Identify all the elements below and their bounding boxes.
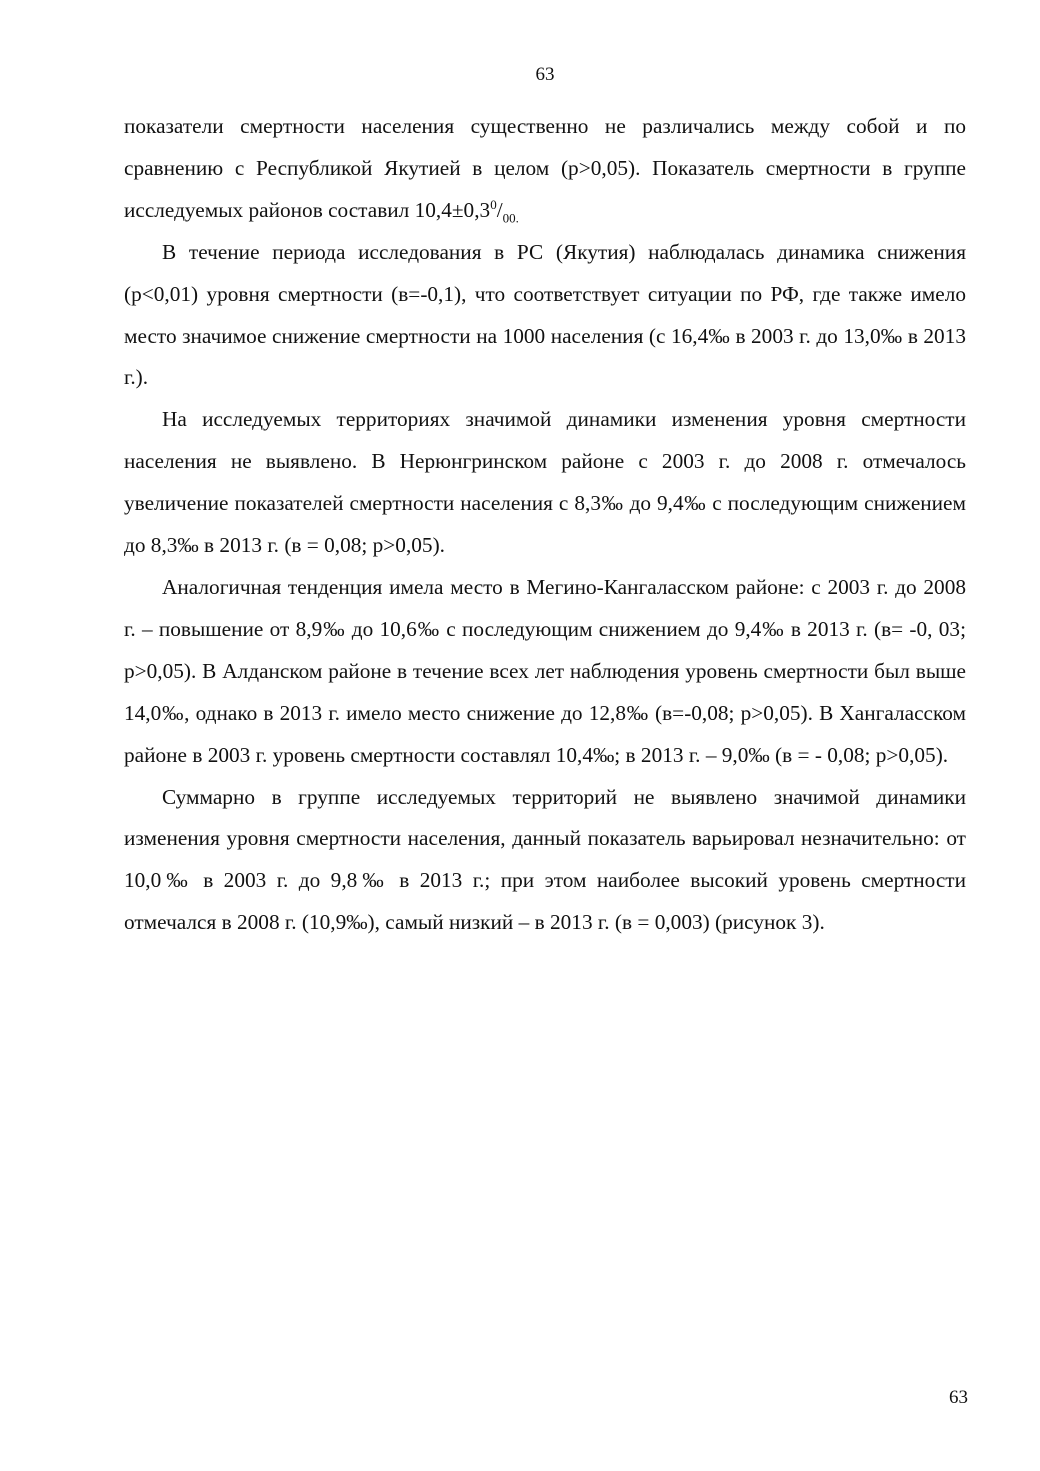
paragraph-1-text: показатели смертности населения существенно не различались между собой и по сравнению с Республикой Якутией в целом (р>0,05). Показатель смертности в группе исследуемых районов составил 10,4±0,3 (124, 114, 966, 222)
paragraph-5: Суммарно в группе исследуемых территорий не выявлено значимой динамики изменения уровня смертности населения, данный показатель варьировал незначительно: от 10,0‰ в 2003 г. до 9,8‰ в 2013 г.; при этом наиболее высокий уровень смертности отмечался в 2008 г. (10,9‰), самый низкий – в 2013 г. (в = 0,003) (рисунок 3). (124, 784, 966, 935)
subscript-per-mille: 00. (502, 210, 519, 226)
slash-symbol: / (496, 197, 503, 222)
paragraph-3: На исследуемых территориях значимой динамики изменения уровня смертности населения не выявлено. В Нерюнгринском районе с 2003 г. до 2008 г. отмечалось увеличение показателей смертности населения с 8,3‰ до 9,4‰ с последующим снижением до 8,3‰ в 2013 г. (в = 0,08; р>0,05). (124, 407, 966, 558)
paragraph-4: Аналогичная тенденция имела место в Мегино-Кангаласском районе: с 2003 г. до 2008 г. – повышение от 8,9‰ до 10,6‰ с последующим снижением до 9,4‰ в 2013 г. (в= -0, 03; р>0,05). В Алданском районе в течение всех лет наблюдения уровень смертности был выше 14,0‰, однако в 2013 г. имело место снижение до 12,8‰ (в=-0,08; р>0,05). В Хангаласском районе в 2003 г. уровень смертности составлял 10,4‰; в 2013 г. – 9,0‰ (в = - 0,08; р>0,05). (124, 574, 966, 767)
page-number-top: 63 (535, 64, 555, 85)
paragraph-1 (124, 106, 966, 232)
superscript-zero: 0 (490, 196, 497, 212)
paragraph-2: В течение периода исследования в РС (Якутия) наблюдалась динамика снижения (р<0,01) уровня смертности (в=-0,1), что соответствует ситуации по РФ, где также имело место значимое снижение смертности на 1000 населения (с 16,4‰ в 2003 г. до 13,0‰ в 2013 г.). (124, 239, 966, 390)
document-body (124, 106, 966, 944)
page-number-bottom: 63 (949, 1387, 968, 1408)
